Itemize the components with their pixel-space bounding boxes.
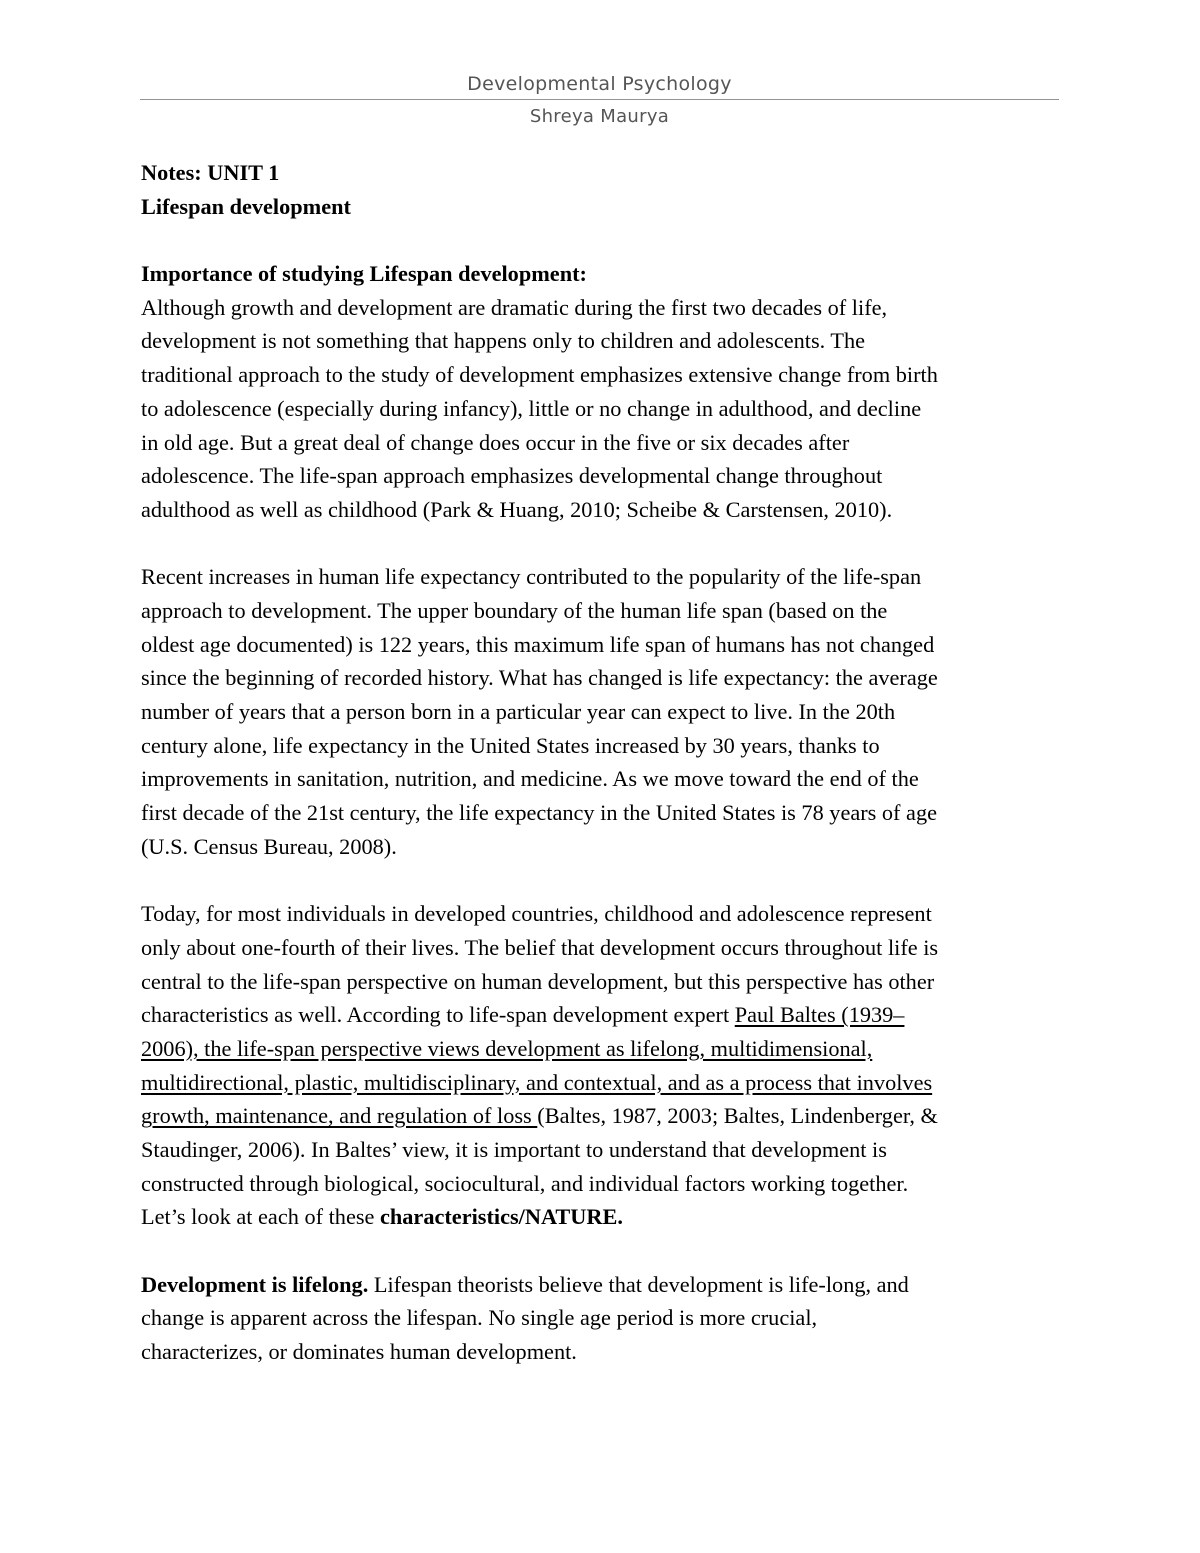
paragraph-line: in old age. But a great deal of change does occur in the five or six decades after [141,429,850,455]
paragraph-line [141,1032,1071,1066]
paragraph-lifelong [141,1268,1071,1369]
underlined-text: Paul Baltes (1939– [734,1002,905,1028]
paragraph-life-expectancy [141,560,1071,863]
page-header [140,70,1059,132]
underlined-text: multidirectional, plastic, multidisciplinary, and contextual, and as a process that involves [141,1069,933,1095]
paragraph-line [141,1066,1071,1100]
paragraph-line: central to the life-span perspective on human development, but this perspective has other [141,968,935,994]
paragraph-line: improvements in sanitation, nutrition, and medicine. As we move toward the end of the [141,766,919,792]
paragraph-line: growth, maintenance, and regulation of loss (Baltes, 1987, 2003; Baltes, Lindenberger, & [141,1103,938,1129]
paragraph-line: approach to development. The upper boundary of the human life span (based on the [141,597,888,623]
paragraph-line: Development is lifelong. Lifespan theorists believe that development is life-long, and [141,1271,909,1297]
paragraph-line: adulthood as well as childhood (Park & Huang, 2010; Scheibe & Carstensen, 2010). [141,496,893,522]
paragraph-line: century alone, life expectancy in the United States increased by 30 years, thanks to [141,732,880,758]
notes-heading: Notes: UNIT 1 [141,160,280,185]
header-author: Shreya Maurya [529,106,670,127]
underlined-text: growth, maintenance, and regulation of loss [141,1103,538,1129]
paragraph-line: Recent increases in human life expectancy contributed to the popularity of the life-span [141,564,922,590]
paragraph-gap [141,527,1071,561]
header-divider [140,99,1059,100]
bold-text: characteristics/NATURE. [379,1204,623,1230]
paragraph-line: (U.S. Census Bureau, 2008). [141,833,397,859]
paragraph-line: Today, for most individuals in developed countries, childhood and adolescence represent [141,901,932,927]
paragraph-importance [141,291,1071,527]
paragraph-line: first decade of the 21st century, the life expectancy in the United States is 78 years of age [141,800,938,826]
topic-heading: Lifespan development [141,193,351,219]
paragraph-gap [141,223,1071,257]
paragraph-line: only about one-fourth of their lives. The belief that development occurs throughout life is [141,934,939,960]
paragraph-gap [141,1234,1071,1268]
paragraph-gap [141,863,1071,897]
paragraph-line: since the beginning of recorded history. What has changed is life expectancy: the average [141,665,938,691]
paragraph-line: number of years that a person born in a particular year can expect to live. In the 20th [141,699,896,724]
underlined-text: 2006), the life-span perspective views development as lifelong, multidimensional, [141,1035,873,1061]
paragraph-line: Let’s look at each of these characteristics/NATURE. [141,1204,623,1230]
paragraph-line: characterizes, or dominates human development. [141,1339,577,1365]
paragraph-line: oldest age documented) is 122 years, this maximum life span of humans has not changed [141,631,935,657]
paragraph-line: characteristics as well. According to life-span development expert Paul Baltes (1939– [141,1002,905,1028]
paragraph-line: Staudinger, 2006). In Baltes’ view, it is important to understand that development is [141,1136,887,1162]
paragraph-baltes [141,897,1071,1234]
paragraph-line: traditional approach to the study of development emphasizes extensive change from birth [141,362,938,388]
paragraph-line: development is not something that happens only to children and adolescents. The [141,328,866,354]
paragraph-line: constructed through biological, sociocultural, and individual factors working together. [141,1170,909,1196]
section-heading: Importance of studying Lifespan development: [141,261,587,287]
bold-lead: Development is lifelong. [141,1271,369,1297]
paragraph-line: to adolescence (especially during infancy), little or no change in adulthood, and decline [141,395,922,421]
paragraph-line: adolescence. The life-span approach emphasizes developmental change throughout [141,463,883,489]
header-title: Developmental Psychology [467,73,732,95]
paragraph-line: change is apparent across the lifespan. No single age period is more crucial, [141,1305,818,1331]
document-body [141,156,1071,1369]
paragraph-line: Although growth and development are dramatic during the first two decades of life, [141,294,888,320]
